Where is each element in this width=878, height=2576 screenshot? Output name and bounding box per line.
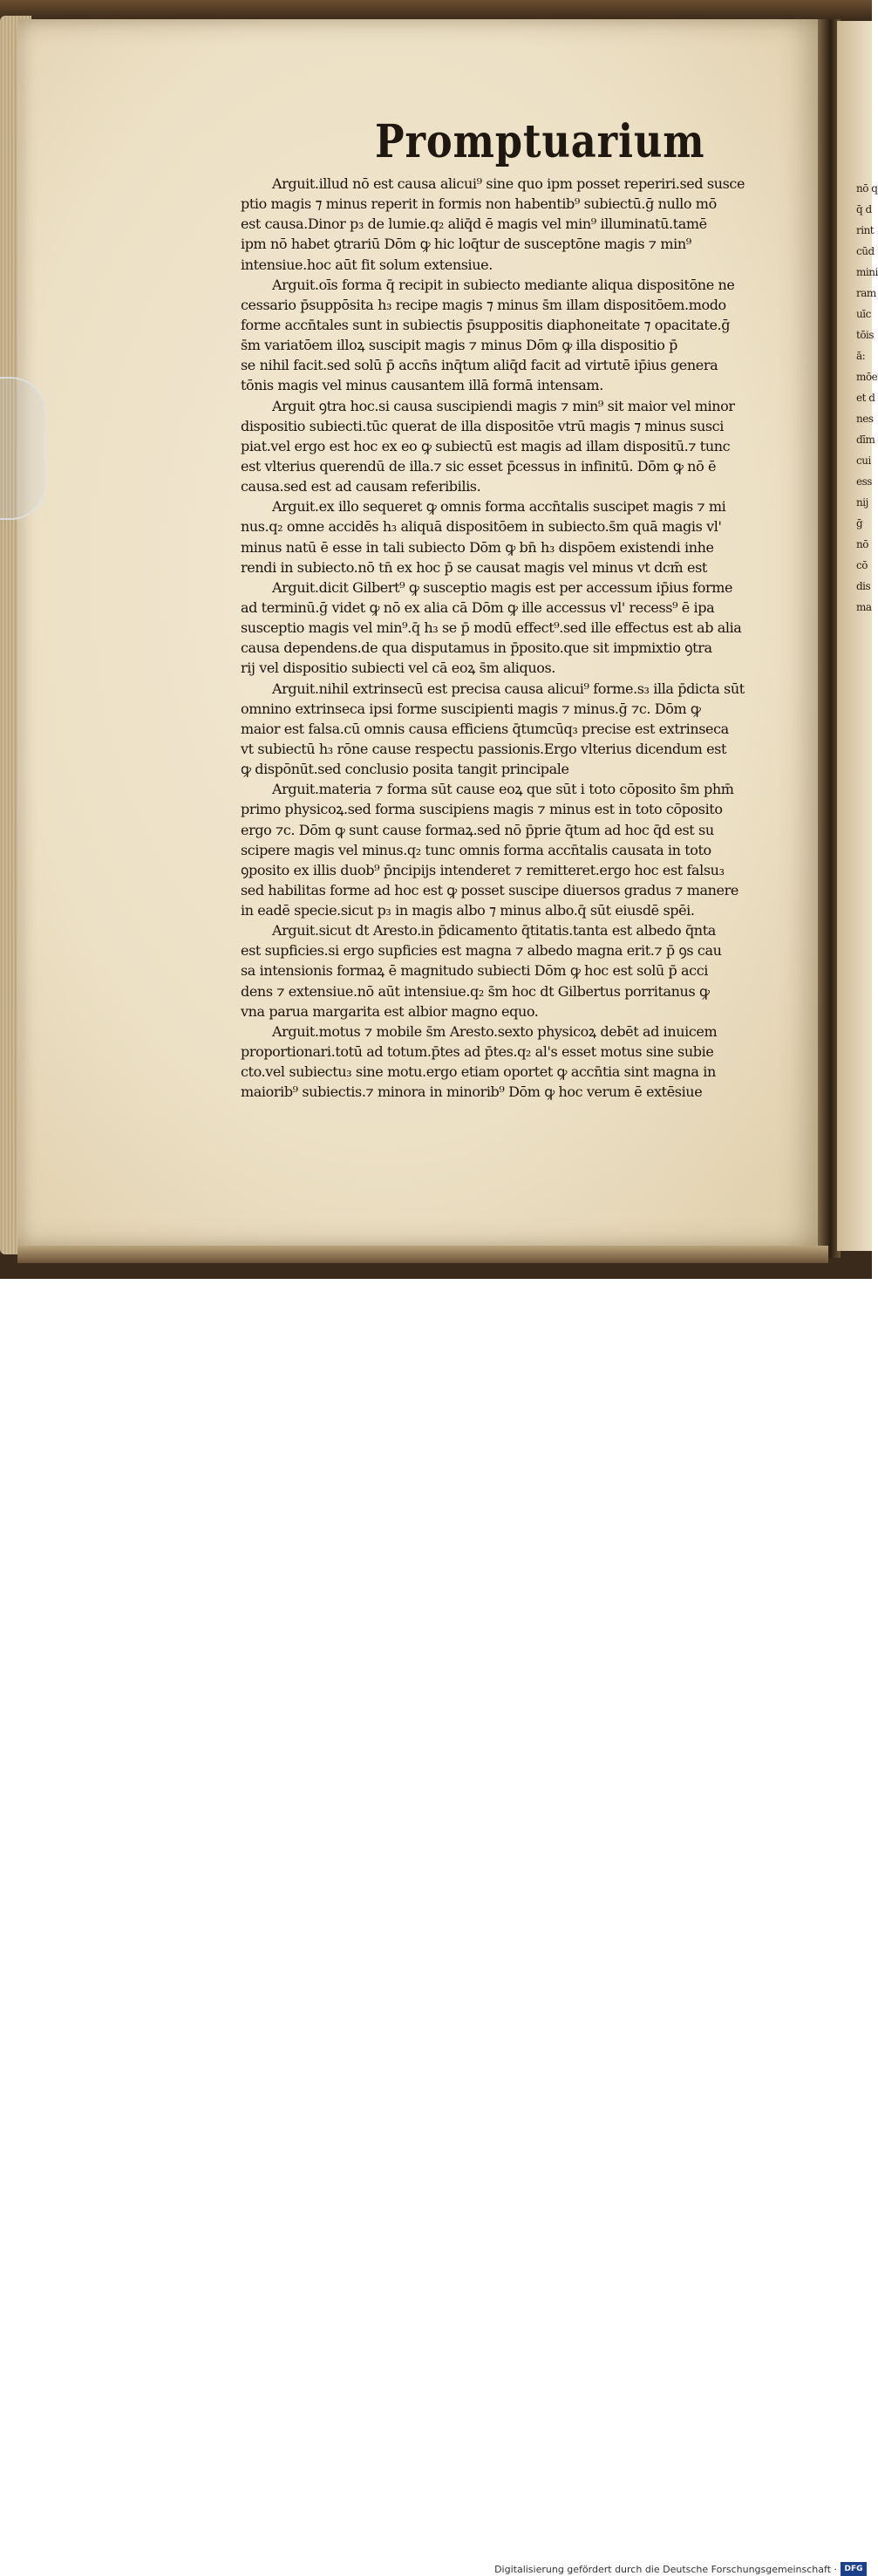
right-page-line: nes (856, 413, 874, 425)
text-line: Arguit.materia ⁊ forma sūt cause eoꝝ que sūt i toto cōposito s̄m phm̄ (272, 781, 734, 798)
text-line: primo physicoꝝ.sed forma suscipiens magis ⁊ minus est in toto cōposito (241, 801, 723, 818)
right-page-fragment (837, 21, 878, 1251)
text-line: omnino extrinseca ipsi forme suscipienti magis ⁊ minus.ḡ ⁊c. Dōm ꝙ (241, 700, 701, 717)
right-page-line: cō (856, 559, 868, 571)
text-line: Arguit.dicit Gilbert⁹ ꝙ susceptio magis est per accessum ip̄ius forme (272, 578, 733, 596)
text-line: ꝯposito ex illis duob⁹ p̄ncipijs intenderet ⁊ remitteret.ergo hoc est falsu₃ (241, 861, 725, 878)
right-page-line: rint (856, 224, 875, 236)
text-line: piat.vel ergo est hoc ex eo ꝙ subiectū est magis ad illam dispositū.⁊ tunc (241, 437, 731, 454)
text-line: vt subiectū h₃ rōne cause respectu passionis.Ergo vlterius dicendum est (241, 740, 727, 757)
right-page-line: et d (856, 392, 875, 404)
text-line: se nihil facit.sed solū p̄ accn̄s inq̄tum aliq̄d facit ad virtutē ip̄ius genera (241, 357, 718, 374)
text-line: ptio magis ⁊ minus reperit in formis non habentib⁹ subiectū.ḡ nullo mō (241, 195, 717, 213)
body-text (241, 174, 792, 1102)
right-page-line: nō (856, 538, 868, 550)
text-line: susceptio magis vel min⁹.q̄ h₃ se p̄ modū effect⁹.sed ille effectus est ab alia (241, 619, 742, 637)
text-line: ꝙ dispōnūt.sed conclusio posita tangit principale (241, 761, 569, 778)
text-line: vna parua margarita est albior magno equo. (241, 1002, 539, 1020)
text-line: ad terminū.ḡ videt ꝙ nō ex alia cā Dōm ꝙ ille accessus vl' recess⁹ ē ipa (241, 598, 715, 616)
text-line: rij vel dispositio subiecti vel cā eoꝝ s̄m aliquos. (241, 659, 555, 677)
right-page-line: ram (856, 287, 876, 299)
text-line: in eadē specie.sicut p₃ in magis albo ⁊ minus albo.q̄ sūt eiusdē spēi. (241, 902, 695, 919)
right-page-line: dīm (856, 434, 875, 446)
text-line: dispositio subiecti.tūc querat de illa dispositōe vtrū magis ⁊ minus susci (241, 417, 724, 434)
right-page-line: uīc (856, 308, 871, 320)
text-line: maior est falsa.cū omnis causa efficiens q̄tumcūq₃ precise est extrinseca (241, 720, 729, 737)
text-line: est vlterius querendū de illa.⁊ sic esset p̄cessus in infinitū. Dōm ꝙ nō ē (241, 457, 717, 475)
funding-credit: Digitalisierung gefördert durch die Deutsche Forschungsgemeinschaft · (494, 2564, 837, 2575)
text-line: Arguit ꝯtra hoc.si causa suscipiendi magis ⁊ min⁹ sit maior vel minor (272, 397, 735, 414)
text-line: causa dependens.de qua disputamus in p̄posito.que sit impmixtio ꝯtra (241, 639, 712, 657)
text-line: Arguit.motus ⁊ mobile s̄m Aresto.sexto physicoꝝ debēt ad inuicem (272, 1022, 718, 1040)
text-line: cto.vel subiectu₃ sine motu.ergo etiam oportet ꝙ accn̄tia sint magna in (241, 1063, 716, 1081)
right-page-line: cui (856, 454, 871, 467)
right-page-line: cūd (856, 245, 875, 257)
right-page-line: tōis (856, 329, 875, 341)
right-page-line: nij (856, 496, 868, 509)
book-cover-edge (0, 0, 872, 19)
right-page-line: ā: (856, 350, 866, 362)
text-line: cessario p̄suppōsita h₃ recipe magis ⁊ minus s̄m illam dispositōem.modo (241, 296, 726, 313)
right-page-line: mōe (856, 371, 878, 383)
text-line: sa intensionis formaꝝ ē magnitudo subiecti Dōm ꝙ hoc est solū p̄ acci (241, 962, 709, 980)
text-line: proportionari.totū ad totum.p̄tes ad p̄tes.q₂ al's esset motus sine subie (241, 1043, 714, 1061)
text-line: ergo ⁊c. Dōm ꝙ sunt cause formaꝝ.sed nō p̄prie q̄tum ad hoc q̄d est su (241, 821, 714, 838)
right-page-line: mini (856, 266, 878, 278)
footer-bar (0, 1279, 872, 2575)
dfg-logo: DFG (841, 2562, 867, 2576)
book-scan (0, 0, 878, 1279)
text-line: minus natū ē esse in tali subiecto Dōm ꝙ bn̄ h₃ dispōem existendi inhe (241, 538, 714, 556)
text-line: Arguit.ex illo sequeret ꝙ omnis forma accn̄talis suscipet magis ⁊ mi (272, 498, 726, 516)
text-line: ipm nō habet ꝯtrariū Dōm ꝙ hic loq̄tur de susceptōne magis ⁊ min⁹ (241, 236, 691, 253)
text-line: s̄m variatōem illoꝝ suscipit magis ⁊ minus Dōm ꝙ illa dispositio p̄ (241, 337, 678, 354)
plastic-tab-marker (0, 377, 45, 520)
text-line: maiorib⁹ subiectis.⁊ minora in minorib⁹ Dōm ꝙ hoc verum ē extēsiue (241, 1083, 703, 1101)
right-page-line: dis (856, 580, 871, 592)
text-line: Arguit.sicut dt Aresto.in p̄dicamento q̄titatis.tanta est albedo q̄nta (272, 922, 716, 940)
bottom-page-edge (17, 1246, 828, 1263)
text-line: scipere magis vel minus.q₂ tunc omnis forma accn̄talis causata in toto (241, 841, 711, 858)
page-header: Promptuarium (375, 115, 705, 168)
text-line: Arguit.oīs forma q̄ recipit in subiecto mediante aliqua dispositōne ne (272, 276, 735, 293)
right-page-lines (837, 21, 878, 618)
right-page-line: ḡ (856, 517, 863, 530)
text-line: intensiue.hoc aūt fit solum extensiue. (241, 256, 493, 273)
text-line: sed habilitas forme ad hoc est ꝙ posset suscipe diuersos gradus ⁊ manere (241, 881, 738, 899)
text-line: rendi in subiecto.nō tn̄ ex hoc p̄ se causat magis vel minus vt dcm̄ est (241, 558, 707, 576)
right-page-line: ess (856, 475, 872, 488)
right-page-line: ma (856, 601, 872, 613)
text-line: est causa.Dinor p₃ de lumie.q₂ aliq̄d ē magis vel min⁹ illuminatū.tamē (241, 215, 707, 233)
right-page-line: q̄ d (856, 203, 872, 215)
text-line: Arguit.illud nō est causa alicui⁹ sine quo ipm posset reperiri.sed susce (272, 175, 745, 192)
text-line: nus.q₂ omne accidēs h₃ aliquā dispositōem in subiecto.s̄m quā magis vl' (241, 518, 722, 536)
text-line: causa.sed est ad causam referibilis. (241, 478, 481, 495)
text-line: Arguit.nihil extrinsecū est precisa causa alicui⁹ forme.s₃ illa p̄dicta sūt (272, 680, 745, 697)
text-line: tōnis magis vel minus causantem illā formā intensam. (241, 377, 603, 394)
text-line: forme accn̄tales sunt in subiectis p̄suppositis diaphoneitate ⁊ opacitate.ḡ (241, 316, 731, 333)
right-page-line: nō q (856, 182, 878, 195)
text-line: est supficies.si ergo supficies est magna ⁊ albedo magna erit.⁊ p̄ ꝯs cau (241, 942, 722, 960)
text-line: dens ⁊ extensiue.nō aūt intensiue.q₂ s̄m hoc dt Gilbertus porritanus ꝙ (241, 982, 710, 1000)
